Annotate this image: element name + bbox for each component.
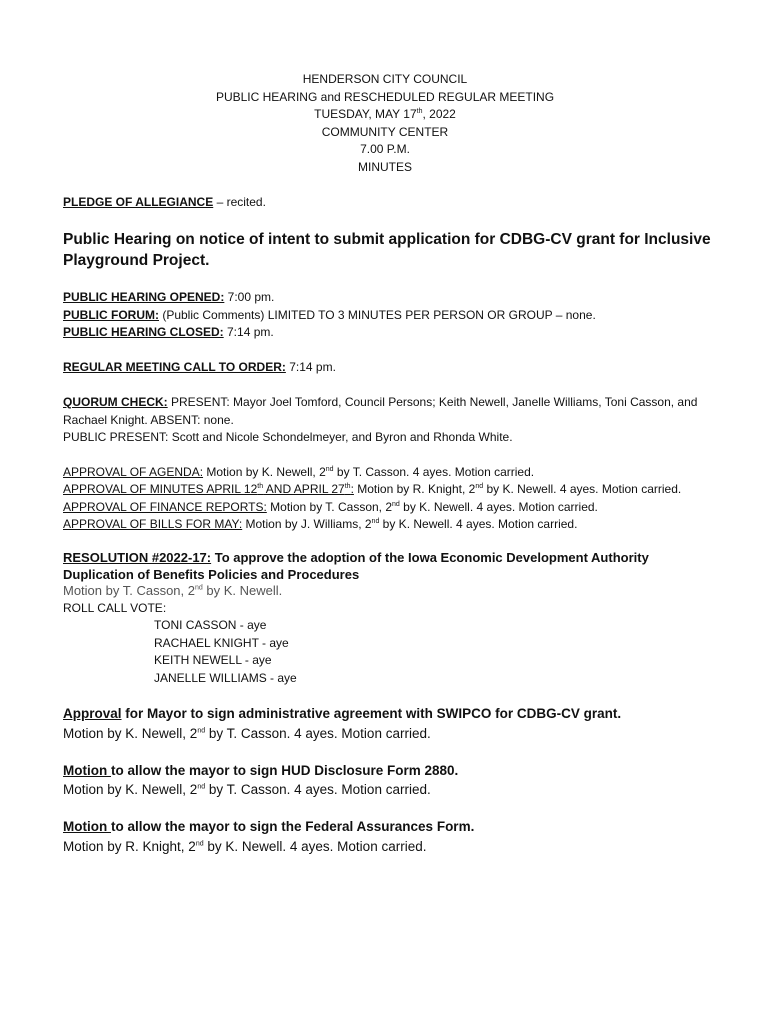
approval-finance: APPROVAL OF FINANCE REPORTS: Motion by T. Casson, 2nd by K. Newell. 4 ayes. Motion carried. — [63, 500, 598, 514]
agenda-item-motion: Motion by K. Newell, 2nd by T. Casson. 4 ayes. Motion carried. — [63, 726, 431, 741]
approval-minutes: APPROVAL OF MINUTES APRIL 12th AND APRIL 27th: Motion by R. Knight, 2nd by K. Newell. 4 ayes. Motion carried. — [63, 482, 682, 496]
vote-item: TONI CASSON - aye — [154, 618, 267, 632]
hearing-opened: PUBLIC HEARING OPENED: 7:00 pm. — [63, 290, 275, 304]
public-forum: PUBLIC FORUM: (Public Comments) LIMITED TO 3 MINUTES PER PERSON OR GROUP – none. — [63, 308, 596, 322]
roll-call-label: ROLL CALL VOTE: — [63, 601, 167, 615]
document-title: MINUTES — [358, 160, 412, 174]
agenda-item-motion: Motion by K. Newell, 2nd by T. Casson. 4 ayes. Motion carried. — [63, 782, 431, 797]
resolution-title-cont: Duplication of Benefits Policies and Procedures — [63, 567, 360, 582]
call-to-order: REGULAR MEETING CALL TO ORDER: 7:14 pm. — [63, 360, 336, 374]
agenda-item-motion: Motion by R. Knight, 2nd by K. Newell. 4 ayes. Motion carried. — [63, 839, 427, 854]
vote-item: KEITH NEWELL - aye — [154, 653, 272, 667]
meeting-date: TUESDAY, MAY 17th, 2022 — [314, 107, 456, 121]
agenda-item-title: Motion to allow the mayor to sign the Federal Assurances Form. — [63, 819, 475, 834]
quorum-check-cont: Rachael Knight. ABSENT: none. — [63, 413, 234, 427]
vote-item: JANELLE WILLIAMS - aye — [154, 671, 297, 685]
hearing-closed: PUBLIC HEARING CLOSED: 7:14 pm. — [63, 325, 274, 339]
public-present: PUBLIC PRESENT: Scott and Nicole Schondelmeyer, and Byron and Rhonda White. — [63, 430, 513, 444]
agenda-item-title: Motion to allow the mayor to sign HUD Disclosure Form 2880. — [63, 763, 459, 778]
meeting-type: PUBLIC HEARING and RESCHEDULED REGULAR MEETING — [215, 90, 555, 104]
approval-agenda: APPROVAL OF AGENDA: Motion by K. Newell, 2nd by T. Casson. 4 ayes. Motion carried. — [63, 465, 535, 479]
quorum-check: QUORUM CHECK: PRESENT: Mayor Joel Tomford, Council Persons; Keith Newell, Janelle Williams, Toni Casson, and — [63, 395, 698, 409]
meeting-time: 7.00 P.M. — [360, 142, 410, 156]
agenda-item-title: Approval for Mayor to sign administrative agreement with SWIPCO for CDBG-CV grant. — [63, 706, 622, 721]
public-hearing-title-1: Public Hearing on notice of intent to submit application for CDBG-CV grant for Inclusive — [63, 231, 711, 248]
pledge-line: PLEDGE OF ALLEGIANCE – recited. — [63, 195, 266, 209]
pledge-label: PLEDGE OF ALLEGIANCE — [63, 195, 214, 209]
council-name: HENDERSON CITY COUNCIL — [302, 72, 468, 86]
resolution-title: RESOLUTION #2022-17: To approve the adoption of the Iowa Economic Development Authority — [63, 550, 649, 565]
approval-bills: APPROVAL OF BILLS FOR MAY: Motion by J. Williams, 2nd by K. Newell. 4 ayes. Motion carried. — [63, 517, 578, 531]
resolution-motion: Motion by T. Casson, 2nd by K. Newell. — [63, 583, 283, 598]
public-hearing-title-2: Playground Project. — [63, 252, 210, 269]
meeting-location: COMMUNITY CENTER — [321, 125, 449, 139]
vote-item: RACHAEL KNIGHT - aye — [154, 636, 289, 650]
